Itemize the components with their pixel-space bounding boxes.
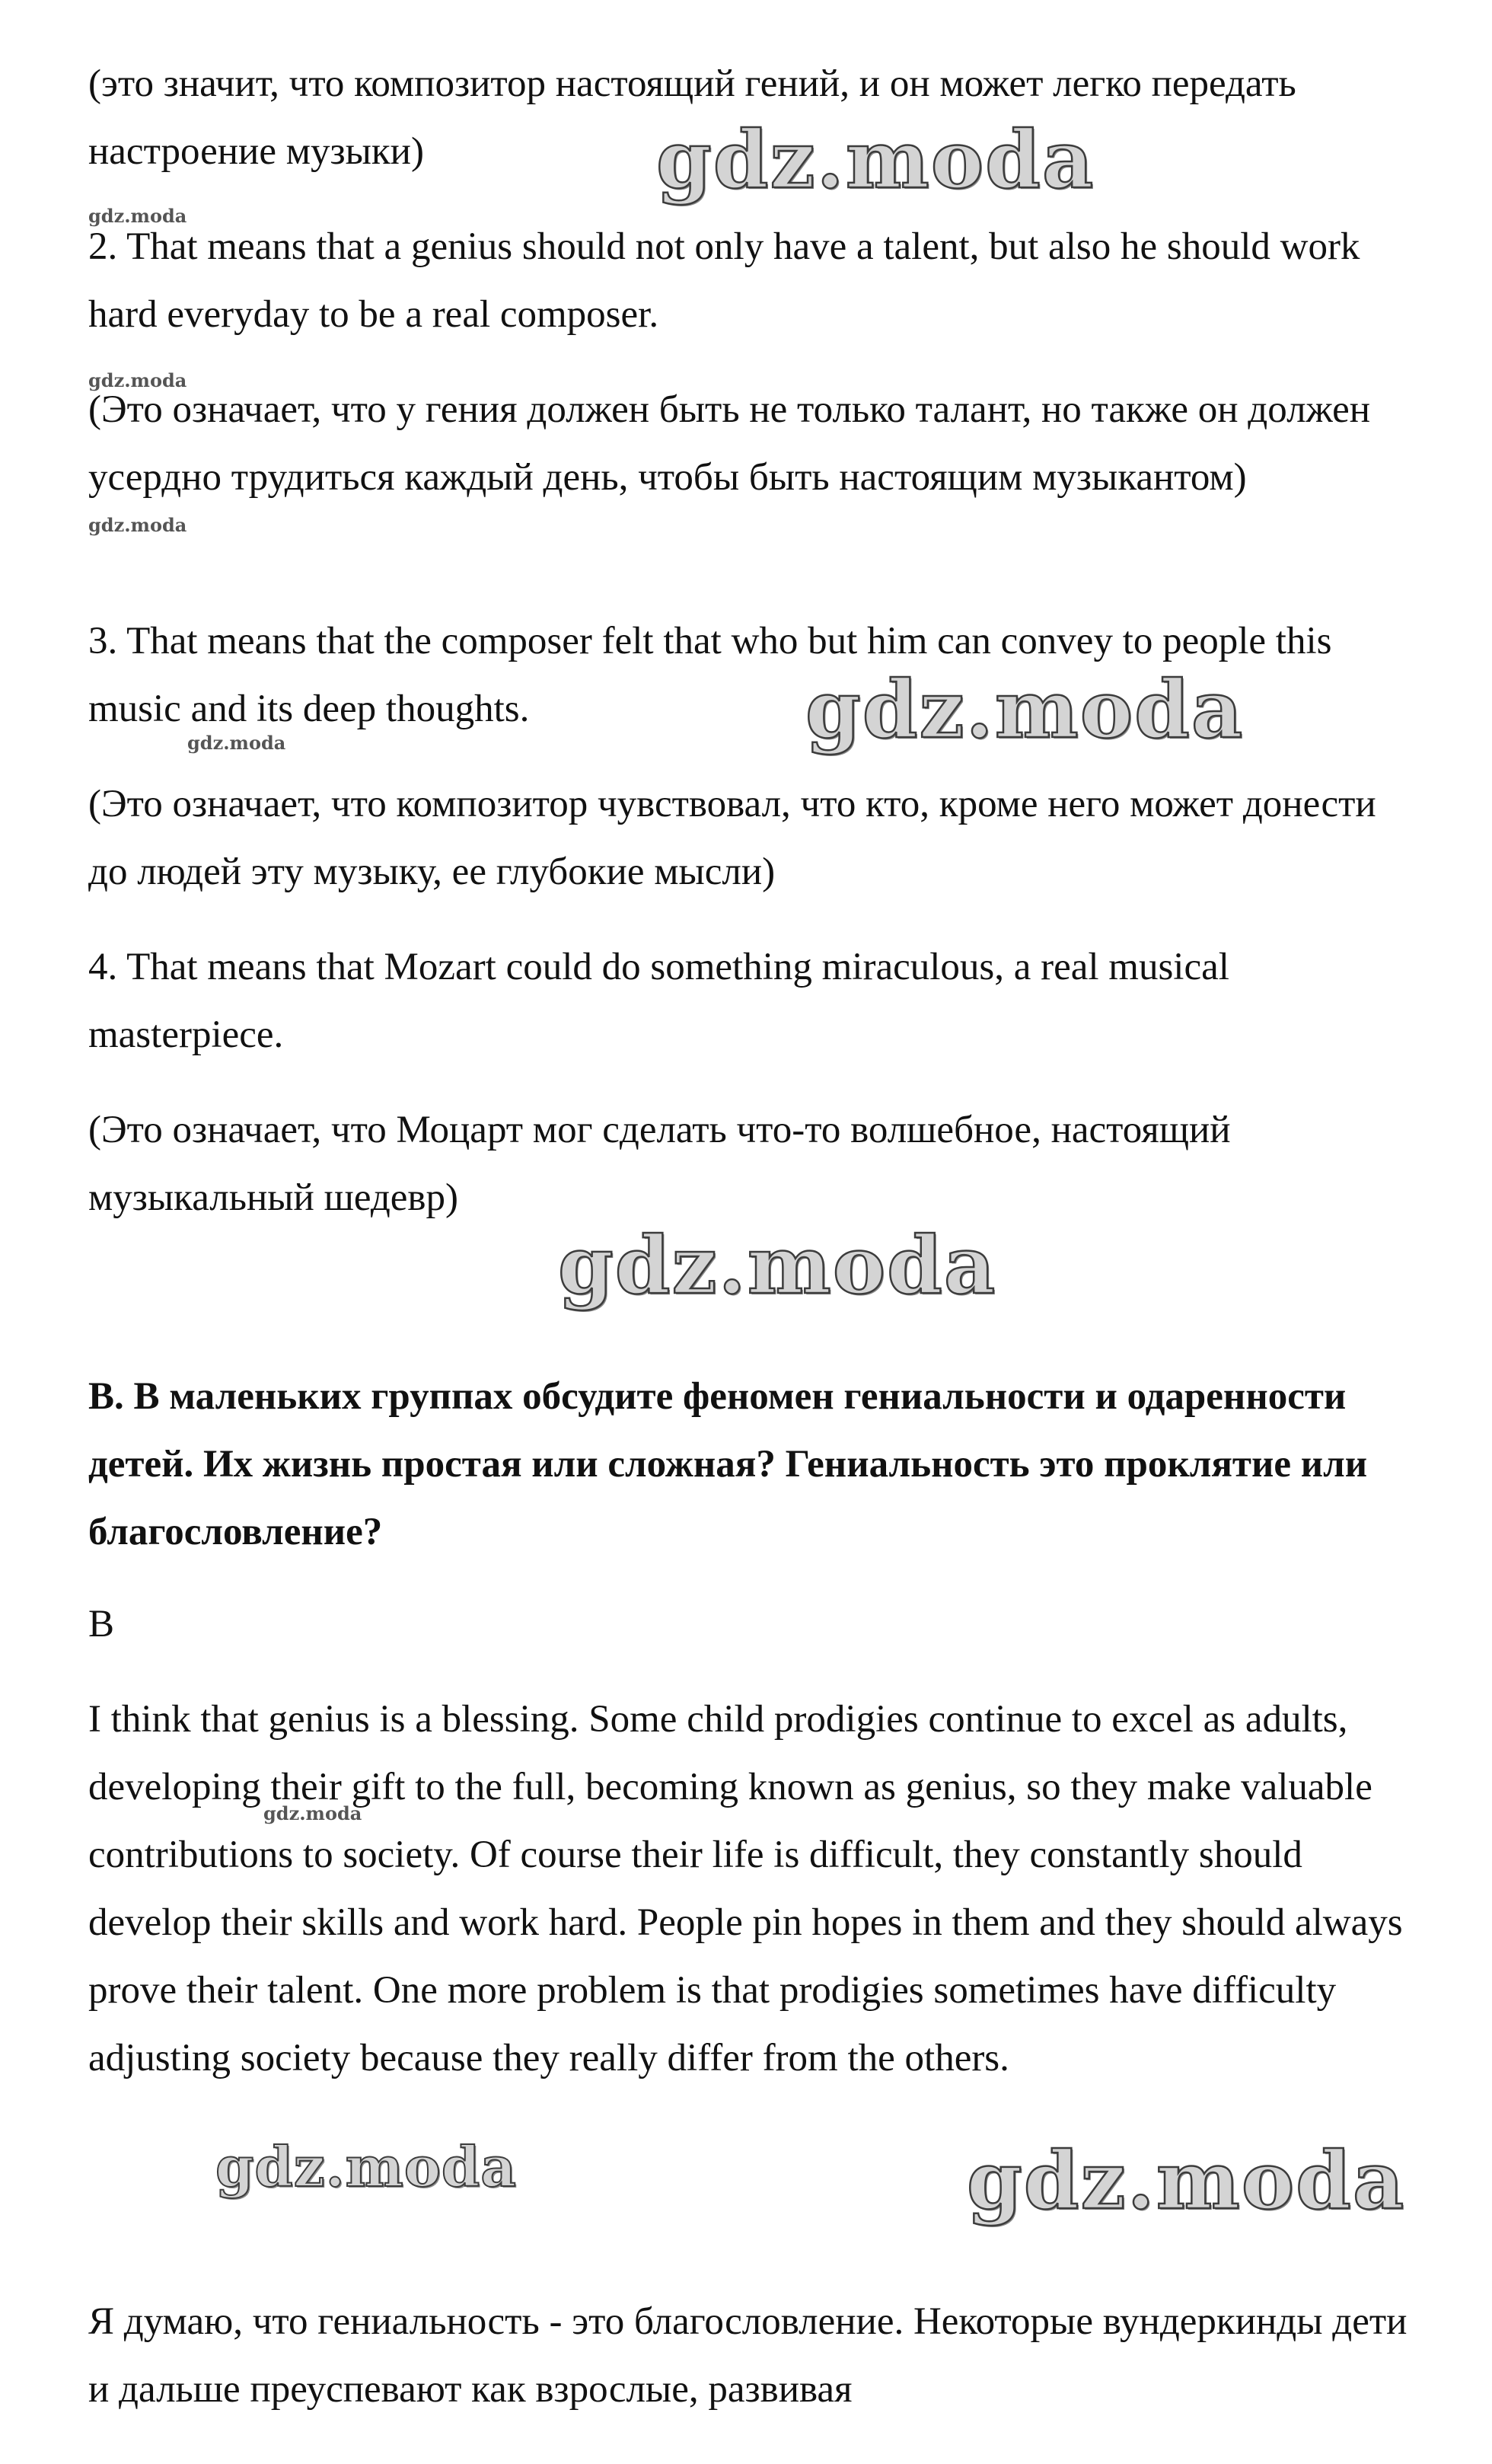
- answer-russian: Я думаю, что гениальность - это благословление. Некоторые вундеркинды дети и дальше преуспевают как взрослые, развивая: [88, 2300, 1408, 2411]
- section-label: В: [88, 1603, 115, 1645]
- watermark-small: gdz.moda: [187, 732, 286, 754]
- answer-english: I think that genius is a blessing. Some child prodigies continue to excel as adults, developing their gift to the full, becoming known as genius, so they make valuable contributions to society. Of course their life is difficult, they constantly should develop their skills and work hard. People pin hopes in them and they should always prove their talent. One more problem is that prodigies sometimes have difficulty adjusting society because they really differ from the others.: [88, 1698, 1403, 2079]
- watermark-small: gdz.moda: [88, 205, 187, 227]
- paragraph-7: (Это означает, что Моцарт мог сделать что-то волшебное, настоящий музыкальный шедевр): [88, 1109, 1231, 1219]
- watermark-logo: gdz.moda: [558, 1218, 997, 1312]
- watermark-logo: gdz.moda: [656, 113, 1095, 206]
- paragraph-1: (это значит, что композитор настоящий гений, и он может легко передать настроение музыки): [88, 62, 1296, 173]
- watermark-logo: gdz.moda: [805, 662, 1245, 756]
- watermark-small: gdz.moda: [263, 1802, 362, 1824]
- paragraph-5: (Это означает, что композитор чувствовал, что кто, кроме него может донести до людей эту музыку, ее глубокие мысли): [88, 783, 1376, 893]
- watermark-logo: gdz.moda: [215, 2134, 517, 2199]
- task-heading: В. В маленьких группах обсудите феномен гениальности и одаренности детей. Их жизнь простая или сложная? Гениальность это проклятие или благословление?: [88, 1375, 1368, 1553]
- paragraph-6: 4. That means that Mozart could do something miraculous, a real musical masterpiece.: [88, 946, 1229, 1056]
- watermark-logo: gdz.moda: [967, 2134, 1406, 2227]
- paragraph-3: (Это означает, что у гения должен быть не только талант, но также он должен усердно трудиться каждый день, чтобы быть настоящим музыкантом): [88, 388, 1371, 499]
- paragraph-2: 2. That means that a genius should not only have a talent, but also he should work hard everyday to be a real composer.: [88, 225, 1360, 336]
- watermark-small: gdz.moda: [88, 514, 187, 536]
- paragraph-4: 3. That means that the composer felt that who but him can convey to people this music and its deep thoughts.: [88, 620, 1332, 730]
- watermark-small: gdz.moda: [88, 369, 187, 391]
